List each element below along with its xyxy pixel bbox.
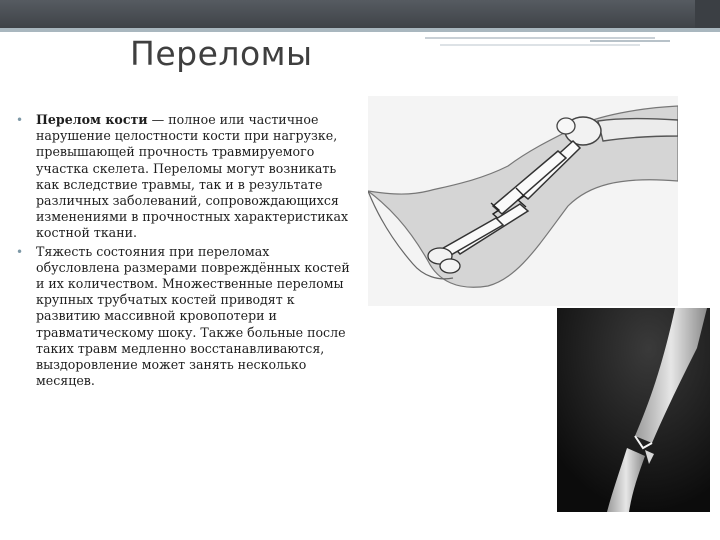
bullet-item (16, 244, 356, 390)
fracture-illustration (368, 96, 678, 306)
bullet-text: Тяжесть состояния при переломах обусловлена размерами повреждённых костей и их количеством. Множественные переломы крупных трубчатых костей приводят к развитию массивной кровопотери и травматическому шоку. Также больные после таких травм медленно восстанавливаются, выздоровление может занять несколько месяцев. (36, 243, 350, 389)
fracture-drawing (368, 96, 678, 306)
wrist-bone (440, 259, 460, 273)
decorative-line (440, 44, 640, 46)
top-band-gradient (0, 0, 695, 28)
elbow-knob (557, 118, 575, 134)
bullet-item (16, 112, 356, 242)
xray-photo (557, 308, 710, 512)
decorative-line (425, 37, 655, 39)
bullet-text: — полное или частичное нарушение целостности кости при нагрузке, превышающей прочность травмируемого участка скелета. Переломы могут возникать как вследствие травмы, так и в результате различных заболеваний, сопровождающихся изменениями в прочностных характеристиках костной ткани. (36, 112, 349, 241)
bullet-marker: • (16, 244, 24, 259)
accent-line (0, 28, 720, 32)
slide-title: Переломы (130, 34, 313, 73)
decorative-line (590, 40, 670, 42)
top-band (0, 0, 720, 28)
bullet-term: Перелом кости (36, 112, 148, 127)
bullet-marker: • (16, 113, 24, 127)
slide-body (16, 112, 356, 391)
xray-drawing (557, 308, 710, 512)
